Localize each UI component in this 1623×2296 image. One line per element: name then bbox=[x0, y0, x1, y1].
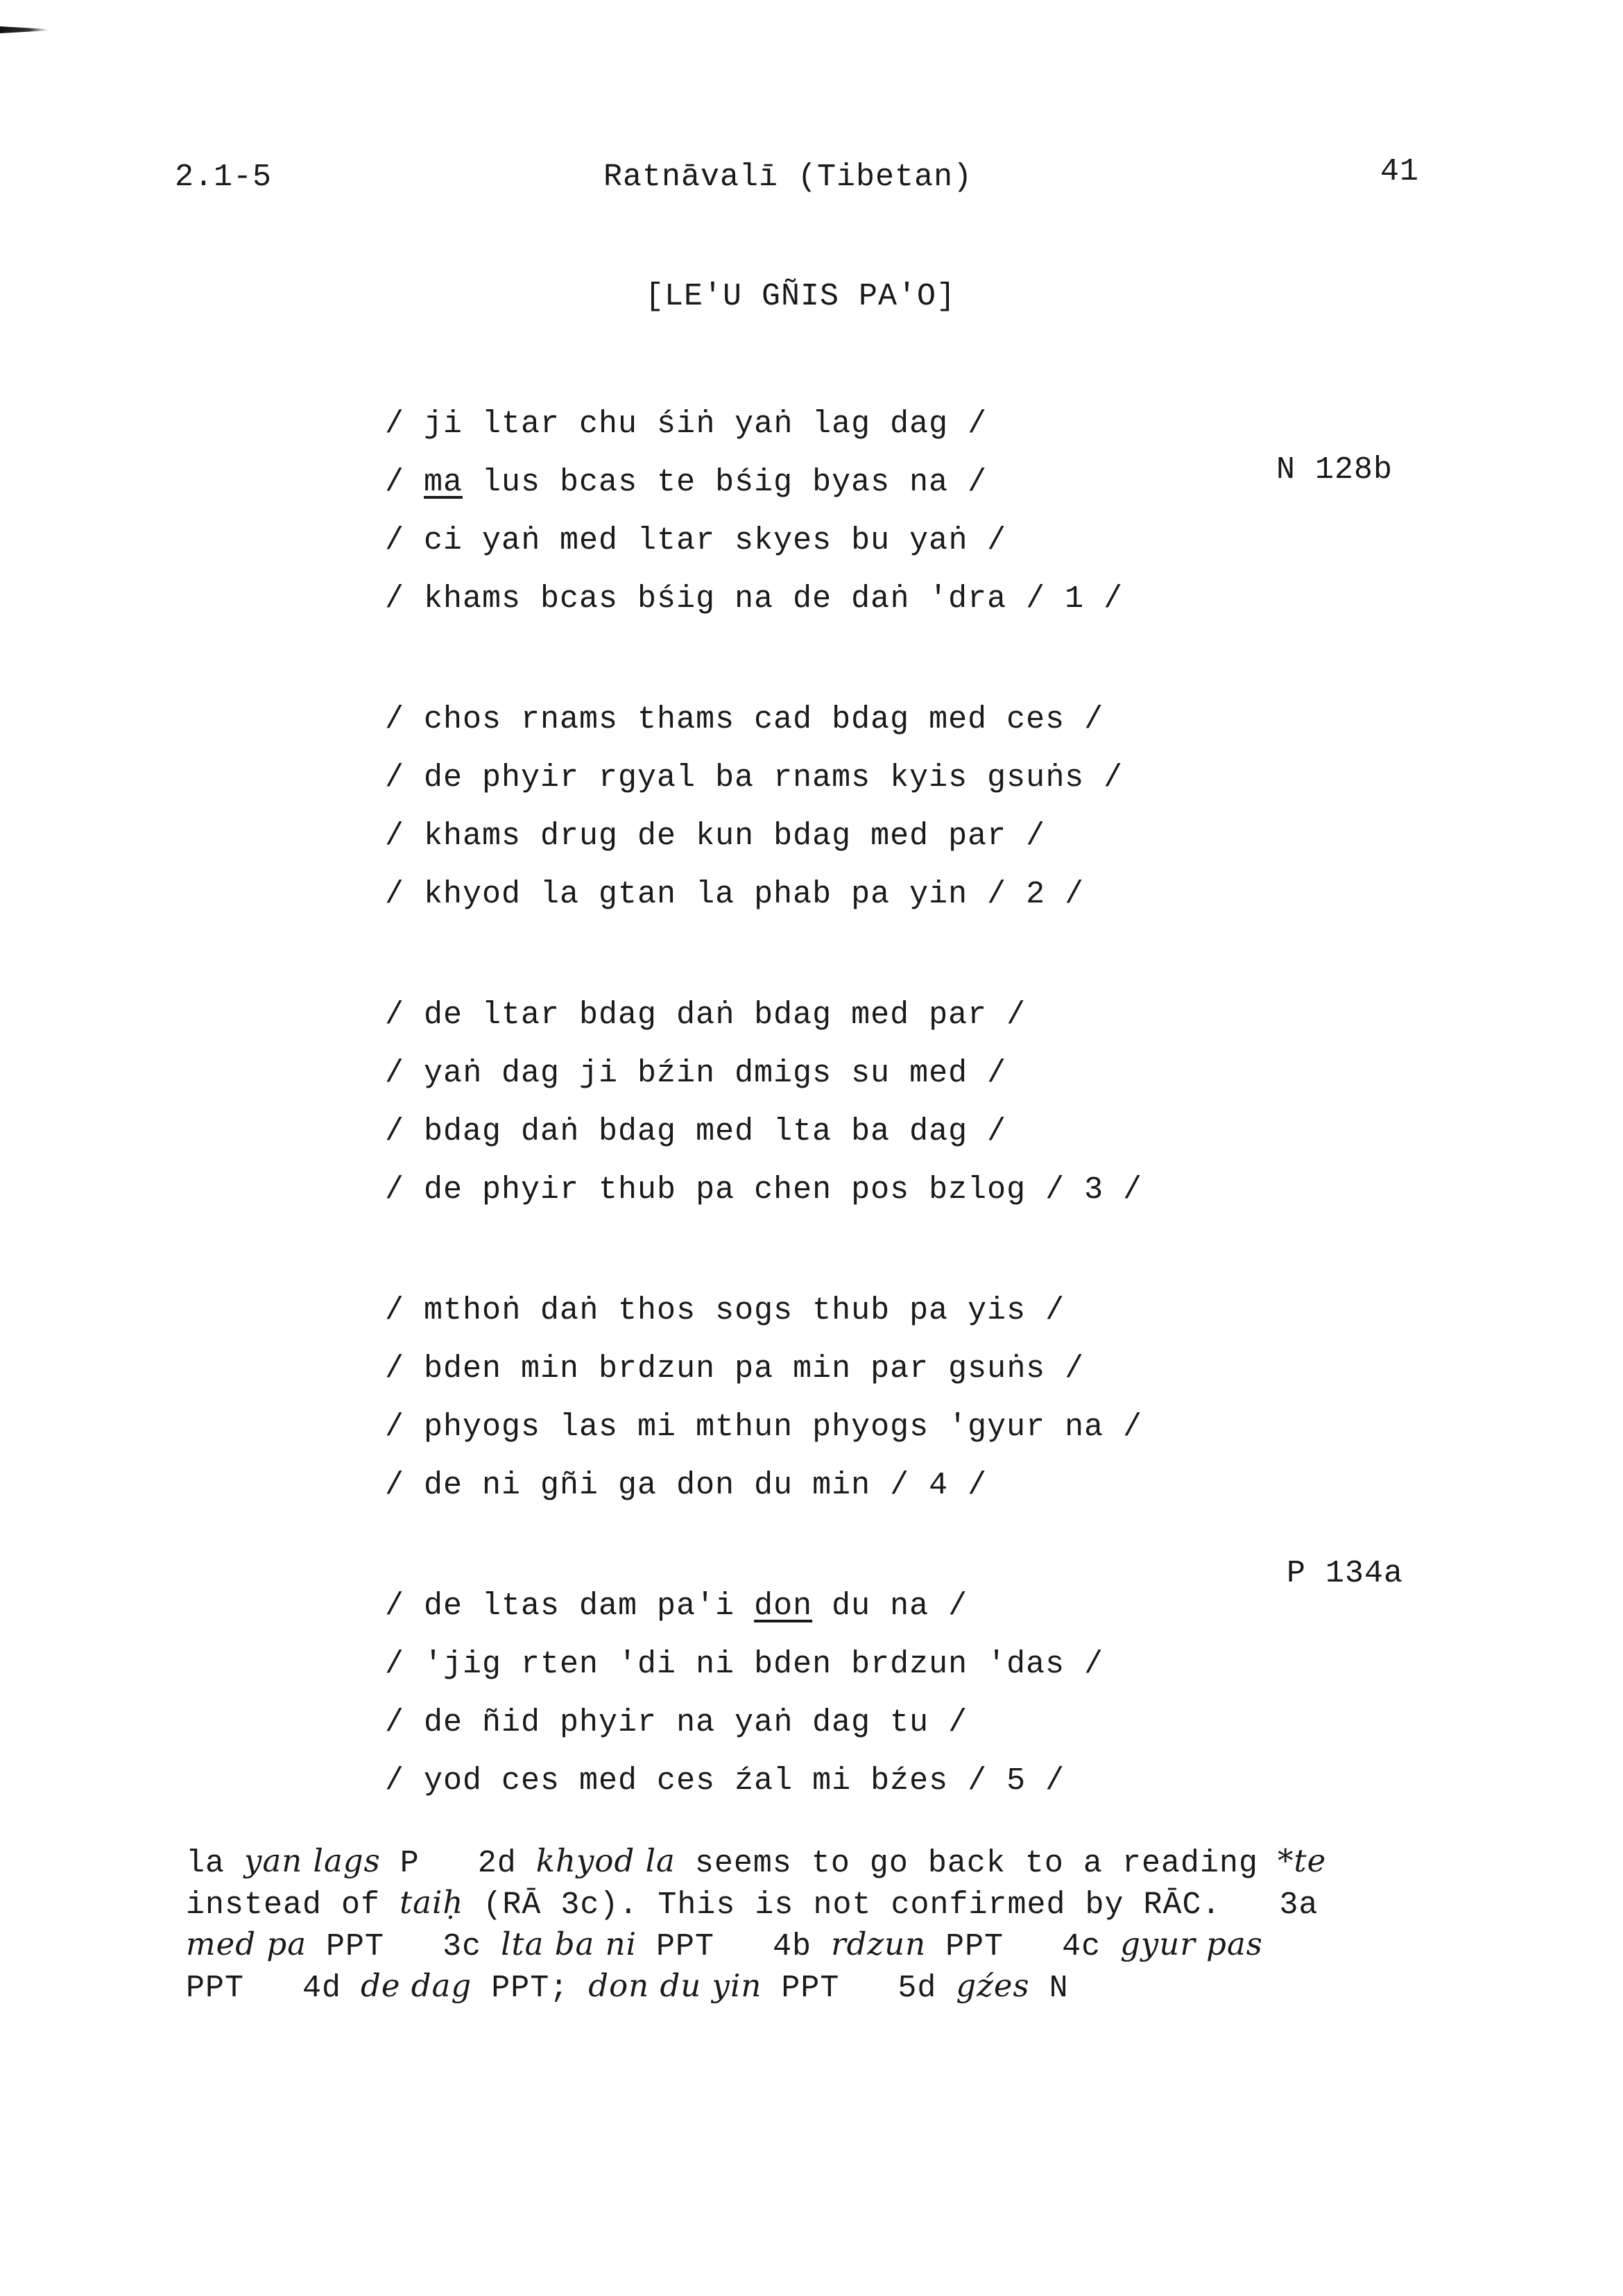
note-reading: don du yin bbox=[588, 1967, 762, 2004]
note-text: PPT 4b bbox=[637, 1929, 832, 1964]
note-text: PPT 4d bbox=[186, 1971, 361, 2006]
chapter-title: [LE'U GÑIS PA'O] bbox=[645, 279, 956, 314]
note-reading: khyod la bbox=[535, 1842, 676, 1879]
verse-line: / phyogs las mi mthun phyogs 'gyur na / bbox=[385, 1410, 1143, 1445]
note-text: PPT; bbox=[472, 1971, 589, 2006]
verse-line: / bdag daṅ bdag med lta ba dag / bbox=[385, 1114, 1007, 1149]
scan-artifact bbox=[0, 26, 49, 33]
verse-line bbox=[385, 1577, 1356, 1636]
note-line bbox=[186, 1842, 1448, 1883]
note-text: PPT 5d bbox=[762, 1971, 956, 2006]
stanza-5 bbox=[385, 1577, 1356, 1810]
note-text: seems to go back to a reading bbox=[675, 1846, 1278, 1881]
note-reading: rdzun bbox=[831, 1926, 927, 1962]
verse-line: / ji ltar chu śiṅ yaṅ lag dag / bbox=[385, 406, 988, 442]
note-reading: gźes bbox=[956, 1967, 1030, 2004]
verse-line: / yod ces med ces źal mi bźes / 5 / bbox=[385, 1763, 1065, 1799]
note-reading: *te bbox=[1277, 1842, 1327, 1879]
verse-line: / de ltar bdag daṅ bdag med par / bbox=[385, 997, 1027, 1033]
stanza-4 bbox=[385, 1282, 1356, 1515]
verse-line: / de ñid phyir na yaṅ dag tu / bbox=[385, 1705, 968, 1740]
stanza-3 bbox=[385, 986, 1356, 1219]
page-number: 41 bbox=[1380, 154, 1420, 189]
margin-ref-n: N 128b bbox=[1276, 452, 1393, 488]
stanza-2 bbox=[385, 691, 1356, 924]
verse-line: / chos rnams thams cad bdag med ces / bbox=[385, 702, 1104, 737]
note-reading: taiḥ bbox=[400, 1884, 464, 1921]
note-reading: yan lags bbox=[244, 1842, 381, 1879]
verse-line: / de phyir thub pa chen pos bzlog / 3 / bbox=[385, 1172, 1143, 1208]
verse-line: / yaṅ dag ji bźin dmigs su med / bbox=[385, 1056, 1007, 1091]
note-reading: gyur pas bbox=[1120, 1926, 1263, 1962]
note-line bbox=[186, 1925, 1448, 1967]
verse-line: / khyod la gtan la phab pa yin / 2 / bbox=[385, 877, 1085, 912]
note-text: P 2d bbox=[380, 1846, 536, 1881]
verse-line: / khams drug de kun bdag med par / bbox=[385, 819, 1046, 854]
underlined-word: ma bbox=[424, 465, 463, 500]
verse-line: / de phyir rgyal ba rnams kyis gsuṅs / bbox=[385, 760, 1124, 796]
verse-line: / ma lus bcas te bśig byas na / bbox=[385, 465, 988, 500]
stanza-1 bbox=[385, 395, 1356, 628]
verse-line-start: / de ltas dam pa'i bbox=[385, 1588, 755, 1624]
verse-line: / de ni gñi ga don du min / 4 / bbox=[385, 1468, 988, 1503]
note-reading: de dag bbox=[361, 1967, 472, 2004]
underlined-word: don bbox=[754, 1588, 813, 1624]
footnotes bbox=[186, 1842, 1448, 2008]
verse-line-rest: lus bcas te bśig byas na / bbox=[463, 465, 988, 500]
verse-line: / bden min brdzun pa min par gsuṅs / bbox=[385, 1351, 1085, 1387]
page-header-title: Ratnāvalī (Tibetan) bbox=[603, 160, 973, 195]
verse-line: / mthoṅ daṅ thos sogs thub pa yis / bbox=[385, 1293, 1065, 1328]
verse-line: / ci yaṅ med ltar skyes bu yaṅ / bbox=[385, 523, 1007, 558]
note-reading: lta ba ni bbox=[501, 1926, 637, 1962]
verse-line: / khams bcas bśig na de daṅ 'dra / 1 / bbox=[385, 581, 1124, 617]
note-text: (RĀ 3c). This is not confirmed by RĀC. 3a bbox=[463, 1887, 1319, 1923]
note-reading: med pa bbox=[186, 1926, 307, 1962]
note-text: PPT 4c bbox=[926, 1929, 1121, 1964]
note-line bbox=[186, 1883, 1448, 1925]
section-number: 2.1-5 bbox=[175, 160, 273, 195]
note-text: la bbox=[186, 1846, 245, 1881]
verse-line: / 'jig rten 'di ni bden brdzun 'das / bbox=[385, 1647, 1104, 1682]
note-line bbox=[186, 1967, 1448, 2008]
note-text: instead of bbox=[186, 1887, 400, 1923]
note-text: PPT 3c bbox=[307, 1929, 501, 1964]
margin-ref-p: P 134a bbox=[1287, 1556, 1404, 1591]
note-text: N bbox=[1029, 1971, 1069, 2006]
verse-line-rest: du na / bbox=[812, 1588, 968, 1624]
verse-block bbox=[385, 395, 1356, 1873]
